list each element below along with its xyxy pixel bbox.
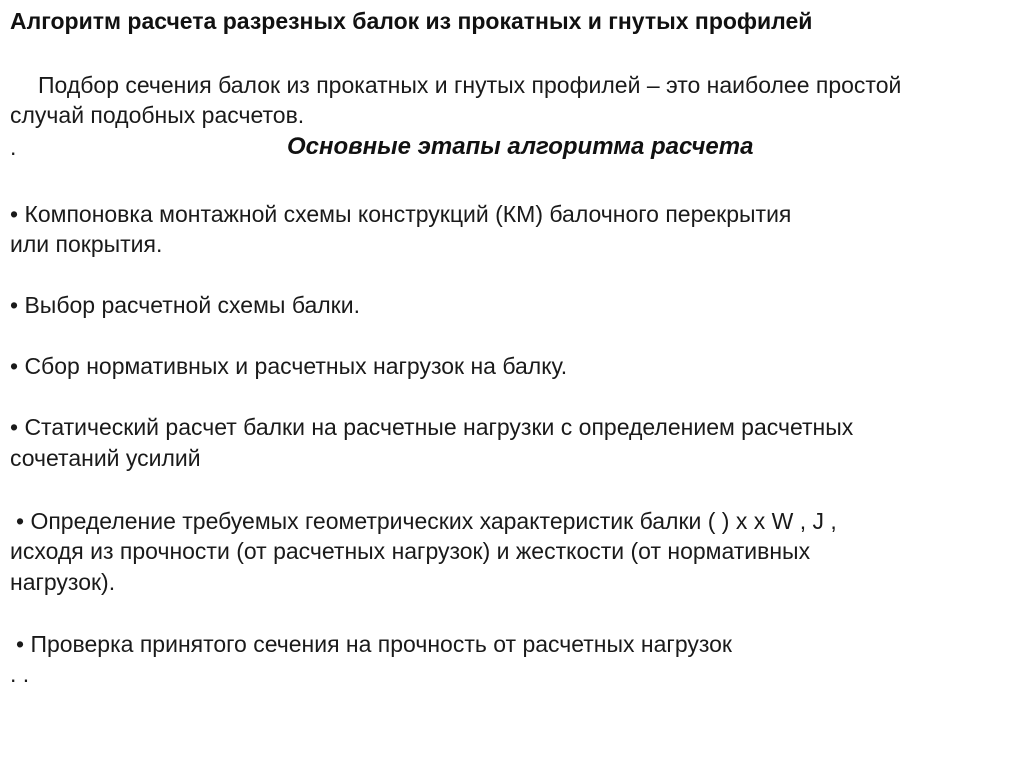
step-4-line-2: сочетаний усилий bbox=[10, 445, 201, 471]
step-2-line-1: • Выбор расчетной схемы балки. bbox=[10, 292, 360, 318]
step-3-line-1: • Сбор нормативных и расчетных нагрузок на балку. bbox=[10, 353, 568, 379]
step-1-line-1: • Компоновка монтажной схемы конструкций (КМ) балочного перекрытия bbox=[10, 201, 792, 227]
step-5-line-3: нагрузок). bbox=[10, 569, 116, 595]
trailing-dots: . . bbox=[10, 661, 30, 687]
step-4-line-1: • Статический расчет балки на расчетные нагрузки с определением расчетных bbox=[10, 414, 854, 440]
step-1-line-2: или покрытия. bbox=[10, 231, 163, 257]
slide-title: Алгоритм расчета разрезных балок из прокатных и гнутых профилей bbox=[10, 8, 813, 34]
section-heading: Основные этапы алгоритма расчета bbox=[287, 133, 754, 160]
step-5-line-2: исходя из прочности (от расчетных нагрузок) и жесткости (от нормативных bbox=[10, 538, 811, 564]
step-5-line-1: • Определение требуемых геометрических характеристик балки ( ) x x W , J , bbox=[16, 508, 837, 534]
step-6-line-1: • Проверка принятого сечения на прочность от расчетных нагрузок bbox=[16, 631, 732, 657]
intro-line-2: случай подобных расчетов. bbox=[10, 102, 305, 128]
heading-dot: . bbox=[10, 134, 17, 160]
intro-line-1: Подбор сечения балок из прокатных и гнутых профилей – это наиболее простой bbox=[38, 72, 902, 98]
